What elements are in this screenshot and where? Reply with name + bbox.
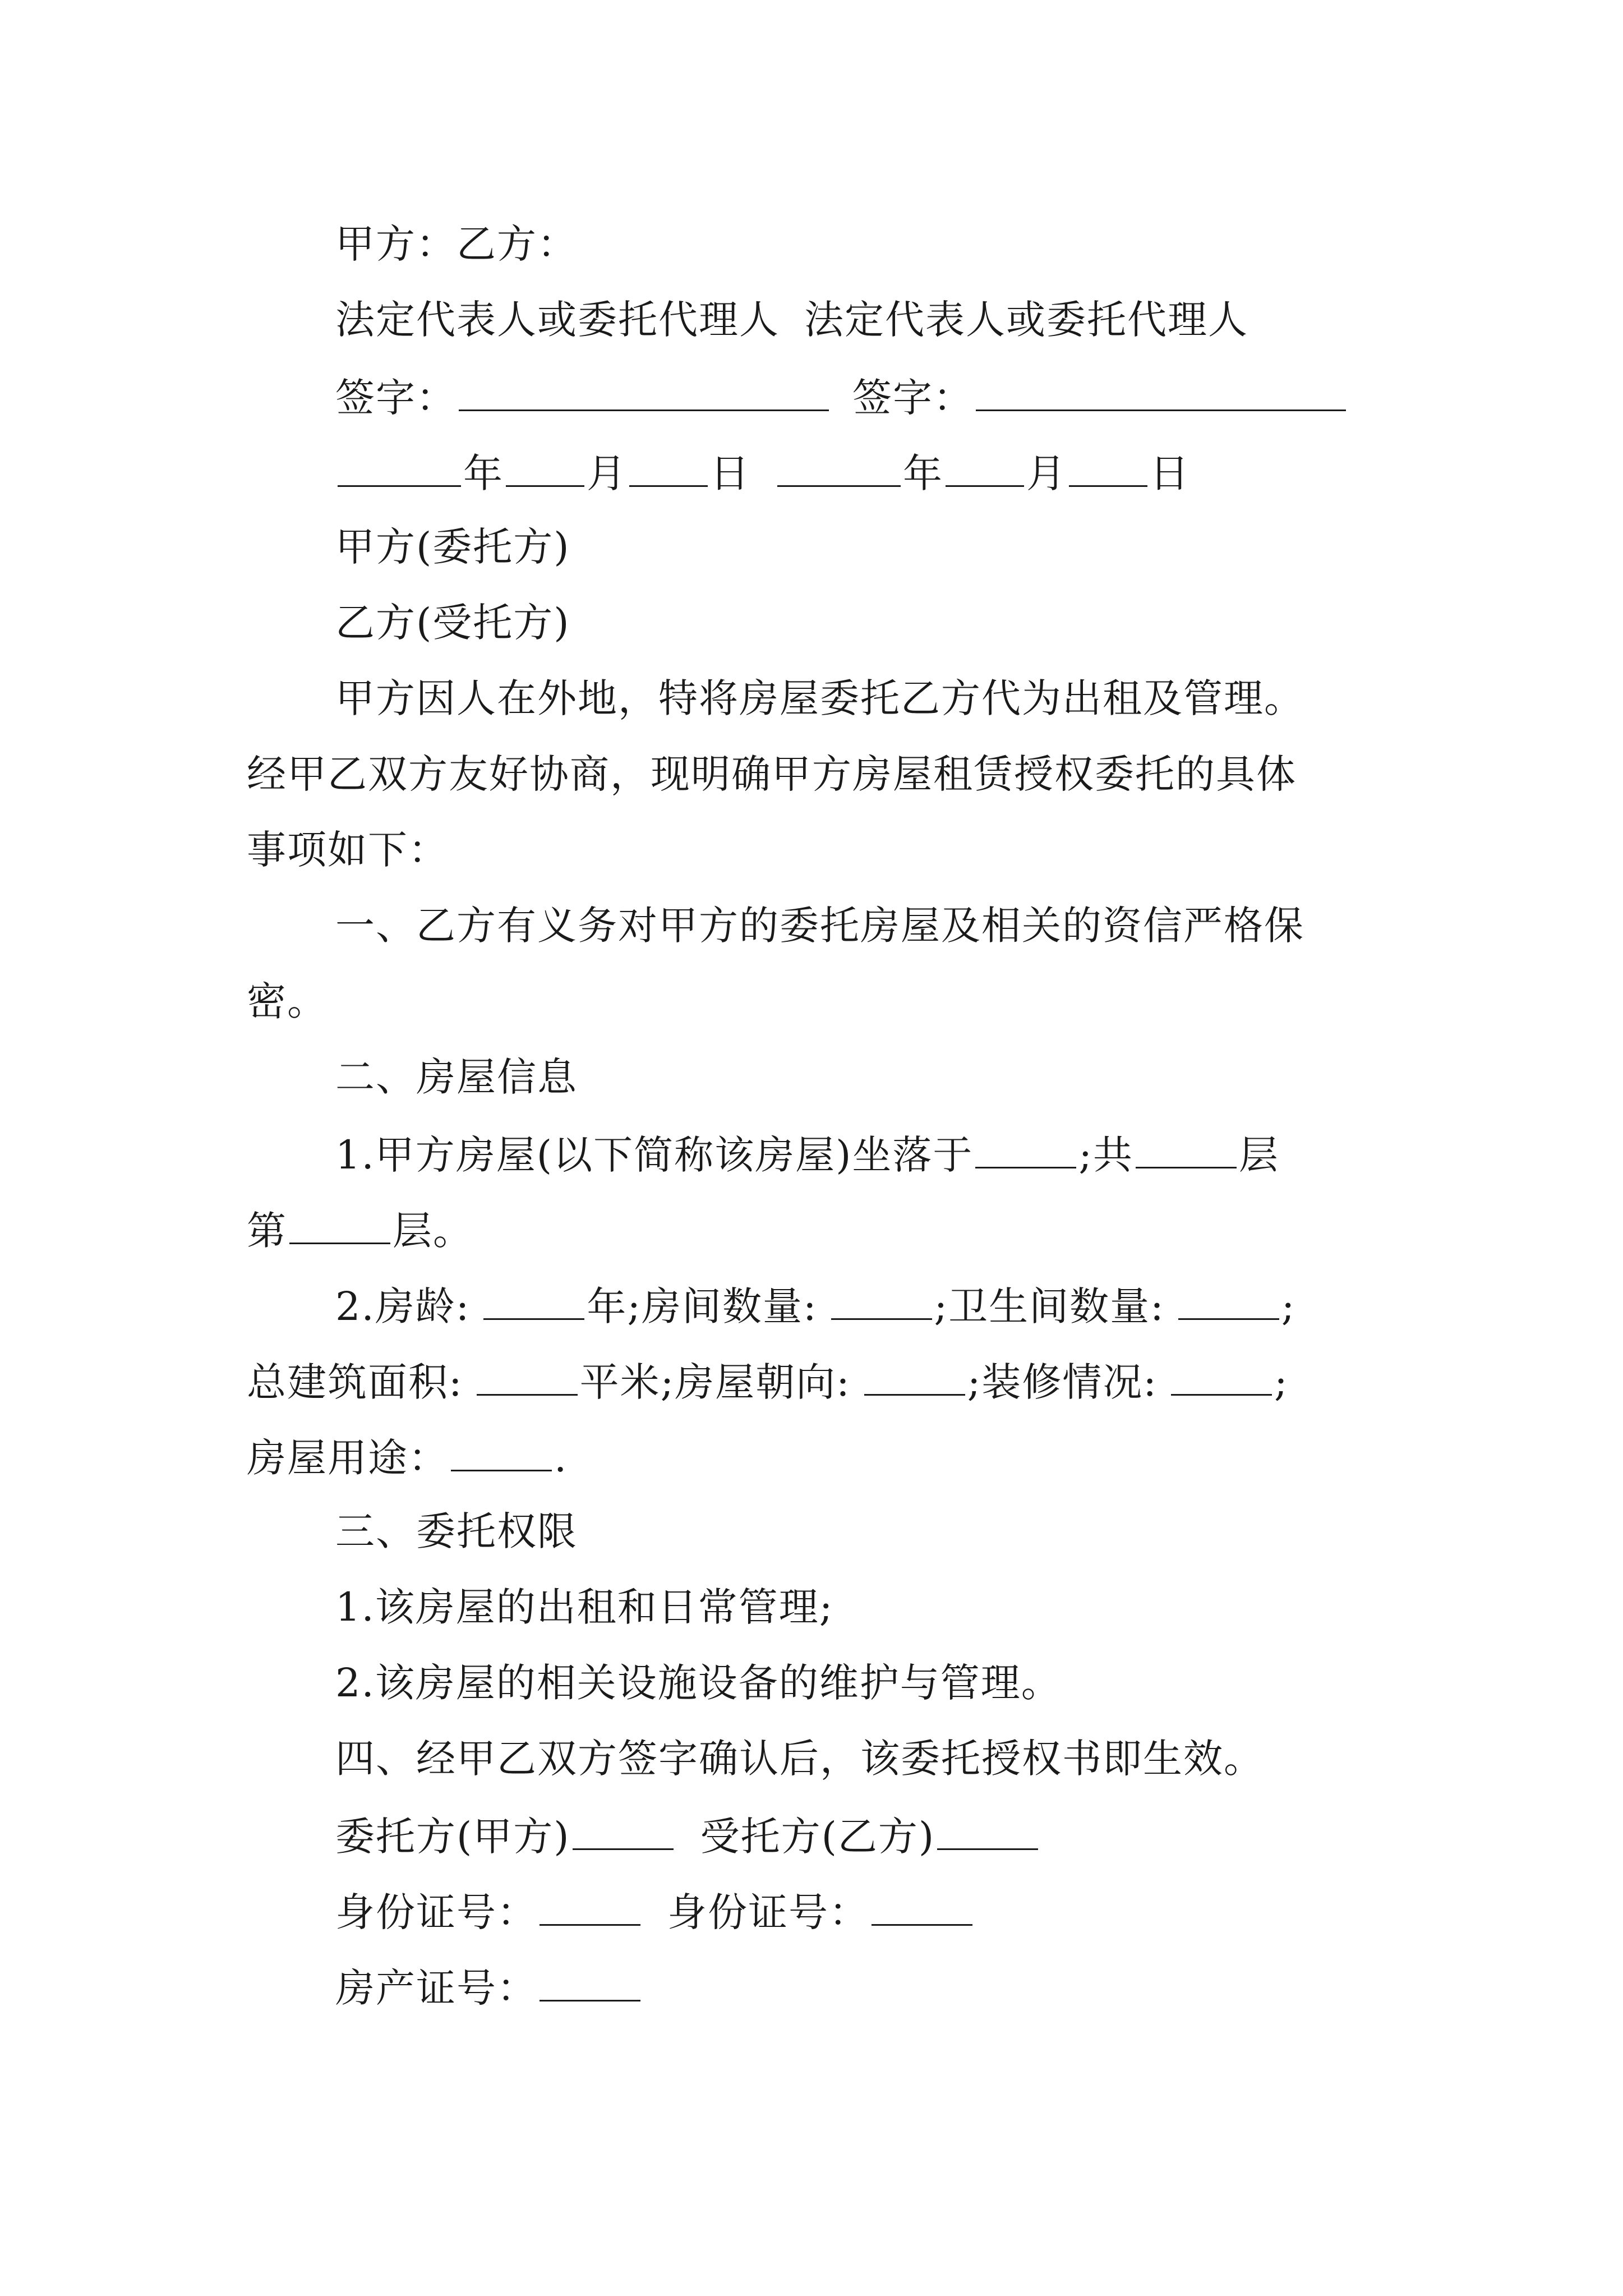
date-b-year-blank[interactable] [777, 452, 901, 487]
footer-deed-line [335, 1965, 643, 2011]
room-count-label: 年;房间数量: [587, 1283, 818, 1329]
date-b-month-blank[interactable] [946, 452, 1024, 487]
signature-line [335, 375, 1348, 421]
footer-agent-label: 受托方(乙方) [700, 1814, 935, 1860]
month-label: 月 [1026, 450, 1067, 496]
id-b-label: 身份证号： [667, 1889, 869, 1935]
party-header-line [335, 221, 578, 267]
footer-agent-blank[interactable] [937, 1815, 1038, 1850]
party-a-label: 甲方： [335, 221, 457, 267]
party-b-label: 乙方： [457, 221, 578, 267]
year-label: 年 [463, 450, 504, 496]
intro-line-1: 甲方因人在外地，特将房屋委托乙方代为出租及管理。 [335, 675, 1304, 721]
clause-2-item-1-line-1 [335, 1132, 1279, 1178]
id-b-blank[interactable] [872, 1890, 972, 1926]
clause-3-item-1: 1.该房屋的出租和日常管理; [335, 1584, 834, 1630]
orientation-label: 平米;房屋朝向: [579, 1359, 851, 1405]
date-a-month-blank[interactable] [506, 452, 584, 487]
agent-party-line: 乙方(受托方) [335, 600, 570, 646]
sign-a-label: 签字： [335, 375, 457, 421]
total-floors-label: ;共 [1078, 1132, 1133, 1178]
clause-1-line-2: 密。 [247, 978, 328, 1024]
day-label: 日 [710, 450, 750, 496]
day-label: 日 [1150, 450, 1190, 496]
footer-id-line [335, 1889, 975, 1935]
decoration-blank[interactable] [1171, 1360, 1272, 1396]
floors-unit: 层 [1239, 1132, 1279, 1178]
location-blank[interactable] [975, 1133, 1076, 1168]
footer-party-line [335, 1814, 1040, 1860]
rep-a-label: 法定代表人或委托代理人 [335, 297, 780, 343]
area-label: 总建筑面积: [247, 1359, 463, 1405]
month-label: 月 [587, 450, 627, 496]
sign-b-label: 签字： [852, 375, 974, 421]
floor-label: 第 [247, 1208, 287, 1254]
footer-client-blank[interactable] [573, 1815, 674, 1850]
clause-4-text: 四、经甲乙双方签字确认后，该委托授权书即生效。 [335, 1736, 1264, 1782]
clause-2-item-2-line-2 [247, 1359, 1289, 1405]
bathroom-count-blank[interactable] [1178, 1285, 1279, 1320]
usage-blank[interactable] [451, 1436, 552, 1471]
rep-b-label: 法定代表人或委托代理人 [804, 297, 1248, 343]
id-a-label: 身份证号： [335, 1889, 537, 1935]
clause-2-item-1-line-2 [247, 1208, 473, 1254]
semicolon: ; [1274, 1359, 1289, 1405]
intro-line-2: 经甲乙双方友好协商，现明确甲方房屋租赁授权委托的具体 [247, 751, 1297, 797]
period: . [554, 1435, 568, 1481]
date-a-day-blank[interactable] [629, 452, 708, 487]
age-blank[interactable] [483, 1285, 584, 1320]
year-label: 年 [903, 450, 943, 496]
clause-2-item-2-line-3 [247, 1435, 568, 1481]
orientation-blank[interactable] [864, 1360, 965, 1396]
semicolon: ; [1281, 1283, 1296, 1329]
age-label: 2.房龄: [335, 1283, 471, 1329]
client-party-line: 甲方(委托方) [335, 524, 570, 570]
representative-line [335, 297, 1248, 343]
floor-unit: 层。 [393, 1208, 473, 1254]
footer-client-label: 委托方(甲方) [335, 1814, 570, 1860]
sign-b-blank[interactable] [976, 376, 1346, 411]
clause-2-item-2-line-1 [335, 1283, 1296, 1329]
usage-label: 房屋用途： [247, 1435, 449, 1481]
date-a-year-blank[interactable] [338, 452, 461, 487]
area-blank[interactable] [477, 1360, 578, 1396]
date-line [335, 450, 1190, 496]
total-floors-blank[interactable] [1136, 1133, 1237, 1168]
clause-3-item-2: 2.该房屋的相关设施设备的维护与管理。 [335, 1660, 1062, 1706]
decoration-label: ;装修情况: [967, 1359, 1158, 1405]
floor-blank[interactable] [289, 1209, 390, 1244]
intro-line-3: 事项如下： [247, 827, 449, 873]
date-b-day-blank[interactable] [1069, 452, 1147, 487]
clause-2-heading: 二、房屋信息 [335, 1054, 578, 1100]
room-count-blank[interactable] [831, 1285, 932, 1320]
clause-1-line-1: 一、乙方有义务对甲方的委托房屋及相关的资信严格保 [335, 903, 1304, 949]
clause-3-heading: 三、委托权限 [335, 1508, 578, 1554]
id-a-blank[interactable] [540, 1890, 640, 1926]
location-label: 1.甲方房屋(以下简称该房屋)坐落于 [335, 1132, 974, 1178]
deed-label: 房产证号： [335, 1965, 537, 2011]
bathroom-count-label: ;卫生间数量: [934, 1283, 1165, 1329]
sign-a-blank[interactable] [459, 376, 829, 411]
deed-blank[interactable] [540, 1966, 640, 2001]
